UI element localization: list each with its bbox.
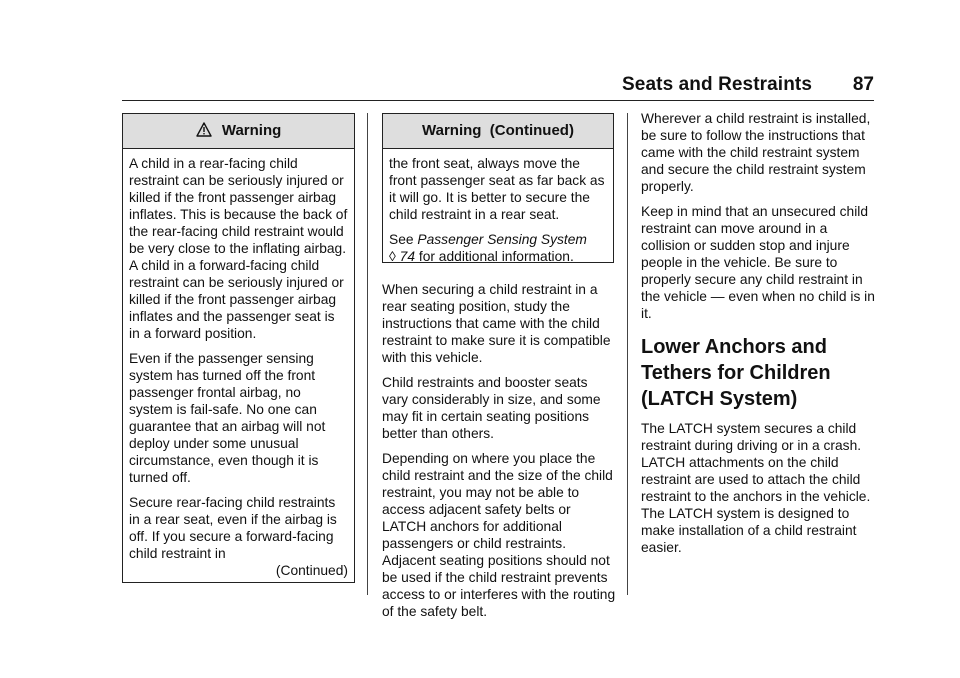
reference-page-link[interactable]: 74	[399, 249, 416, 264]
warning-header: Warning (Continued)	[383, 114, 613, 149]
warning-continued-box	[382, 113, 614, 263]
warning-body	[123, 149, 354, 579]
reference-title[interactable]: Passenger Sensing System	[417, 232, 587, 247]
body-paragraph: Wherever a child restraint is installed, be sure to follow the instructions that came with the child restraint system and secure the child restraint system properly.	[641, 111, 871, 194]
body-paragraph: Keep in mind that an unsecured child restraint can move around in a collision or sudden stop and injure people in the vehicle. Be sure to properly secure any child restraint in the vehicle — even when no child is in it.	[641, 204, 875, 321]
warning-paragraph: A child in a rear-facing child restraint can be seriously injured or killed if the front passenger airbag inflates. This is because the back of the rear-facing child restraint would be very close to the inflating airbag. A child in a forward-facing child restraint can be seriously injured or killed if the front passenger airbag inflates and the passenger seat is in a forward position.	[129, 156, 348, 341]
see-suffix: for additional information.	[418, 249, 574, 264]
body-paragraph: The LATCH system secures a child restraint during driving or in a crash. LATCH attachments on the child restraint are used to attach the child restraint to the anchors in the vehicle. The LATCH system is designed to make installation of a child restraint easier.	[641, 421, 871, 555]
section-heading-line: Lower Anchors and	[641, 336, 827, 358]
warning-paragraph: the front seat, always move the front passenger seat as far back as it will go. It is better to secure the child restraint in a rear seat.	[389, 156, 605, 222]
body-column-3	[641, 110, 876, 564]
warning-title: Warning	[221, 122, 282, 139]
warning-box	[122, 113, 355, 583]
column-divider	[367, 113, 368, 595]
warning-triangle-icon	[196, 122, 216, 139]
see-prefix: See	[389, 232, 414, 247]
page-number: 87	[852, 74, 874, 95]
body-paragraph: When securing a child restraint in a rear seating position, study the instructions that came with the child restraint to make sure it is compatible with this vehicle.	[382, 282, 611, 365]
continued-label: (Continued)	[275, 563, 348, 578]
warning-header	[123, 114, 354, 149]
warning-paragraph: Even if the passenger sensing system has turned off the front passenger frontal airbag, no system is fail-safe. No one can guarantee that an airbag will not deploy under some unusual circumstance, even though it is turned off.	[129, 351, 326, 485]
page-reference-icon: ◊	[389, 249, 396, 264]
section-heading-line: (LATCH System)	[641, 388, 798, 410]
section-heading	[641, 334, 876, 412]
warning-paragraph: Secure rear-facing child restraints in a rear seat, even if the airbag is off. If you secure a forward-facing child restraint in	[129, 495, 337, 561]
section-heading-line: Tethers for Children	[641, 362, 831, 384]
warning-body	[383, 149, 613, 265]
column-divider	[627, 113, 628, 595]
section-title: Seats and Restraints	[622, 74, 812, 95]
body-paragraph: Depending on where you place the child restraint and the size of the child restraint, you may not be able to access adjacent safety belts or LATCH anchors for additional passengers or child restraints. Adjacent seating positions should not be used if the child restraint prevents access to or interferes with the routing of the safety belt.	[382, 451, 616, 619]
body-paragraph: Child restraints and booster seats vary considerably in size, and some may fit in certain seating positions better than others.	[382, 375, 601, 441]
page-header	[122, 72, 874, 101]
see-reference	[389, 231, 607, 265]
body-column-2	[382, 281, 617, 628]
